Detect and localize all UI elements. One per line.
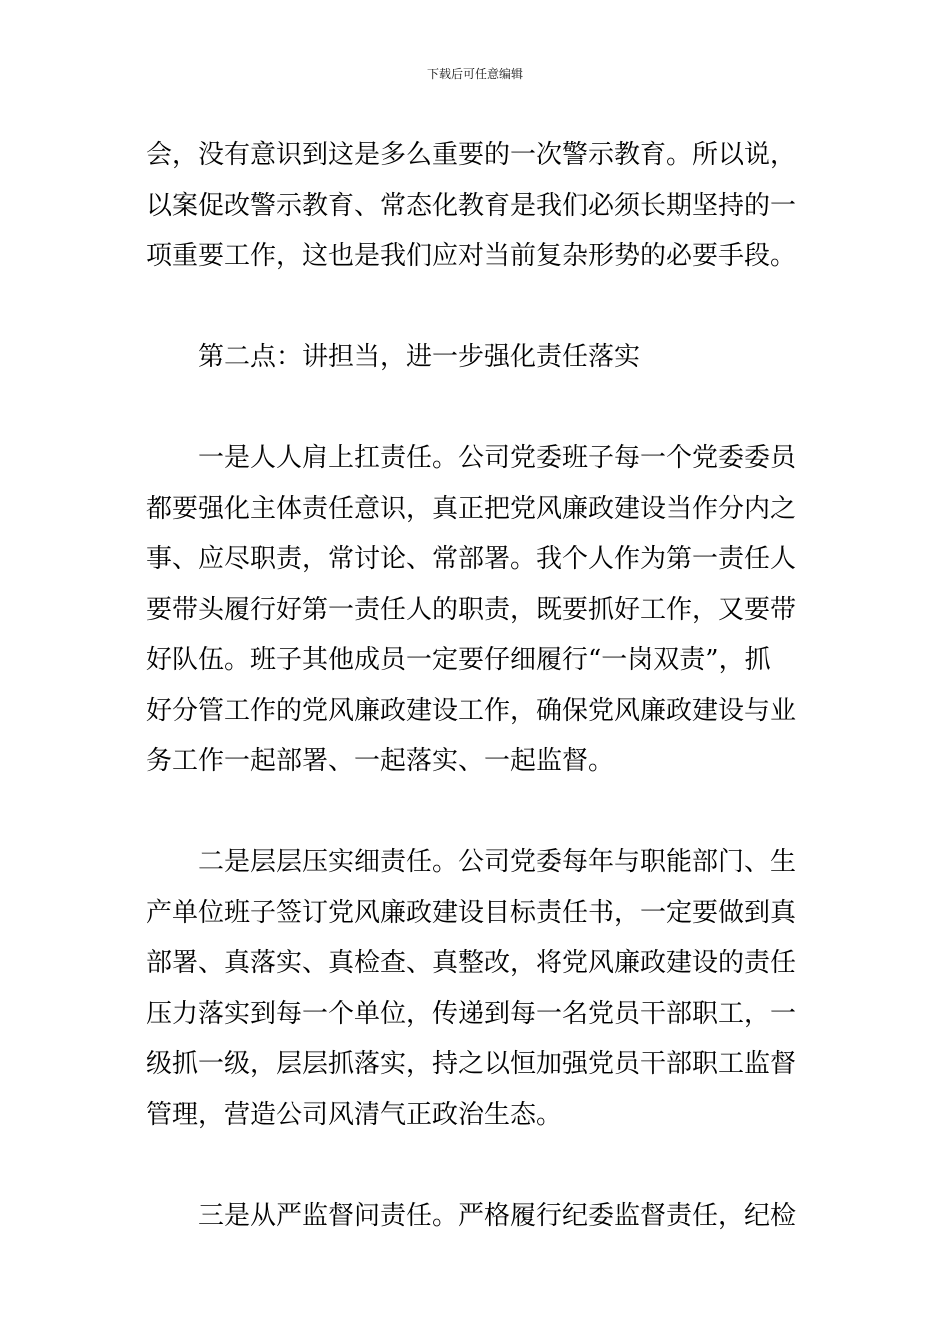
text-line: 好队伍。班子其他成员一定要仔细履行“一岗双责”，抓: [146, 645, 771, 675]
text-line: 二是层层压实细责任。公司党委每年与职能部门、生: [198, 847, 797, 877]
text-line: 三是从严监督问责任。严格履行纪委监督责任，纪检: [198, 1200, 797, 1231]
text-line: 都要强化主体责任意识，真正把党风廉政建设当作分内之: [146, 493, 797, 524]
text-line: 压力落实到每一个单位，传递到每一名党员干部职工，一: [146, 998, 797, 1029]
text-line: 项重要工作，这也是我们应对当前复杂形势的必要手段。: [146, 241, 797, 271]
paragraph-layered-responsibility: [146, 837, 814, 1140]
text-line: 会，没有意识到这是多么重要的一次警示教育。所以说，: [146, 140, 797, 170]
text-line: 管理，营造公司风清气正政治生态。: [146, 1099, 563, 1130]
paragraph-strict-supervision: [146, 1191, 814, 1242]
heading-line: 第二点：讲担当，进一步强化责任落实: [198, 342, 641, 372]
text-line: 部署、真落实、真检查、真整改，将党风廉政建设的责任: [146, 948, 797, 978]
paragraph-warning-education: [146, 130, 814, 282]
page-header: 下载后可任意编辑: [426, 67, 523, 81]
text-line: 一是人人肩上扛责任。公司党委班子每一个党委委员: [198, 443, 797, 473]
text-line: 级抓一级，层层抓落实，持之以恒加强党员干部职工监督: [146, 1049, 797, 1079]
text-line: 以案促改警示教育、常态化教育是我们必须长期坚持的一: [146, 190, 797, 221]
document-body: [146, 130, 814, 1241]
text-line: 要带头履行好第一责任人的职责，既要抓好工作，又要带: [146, 594, 797, 625]
text-line: 产单位班子签订党风廉政建设目标责任书，一定要做到真: [146, 897, 797, 928]
paragraph-responsibility-shoulders: [146, 433, 814, 787]
text-line: 好分管工作的党风廉政建设工作，确保党风廉政建设与业: [146, 695, 797, 726]
section-heading: [146, 332, 814, 383]
text-line: 务工作一起部署、一起落实、一起监督。: [146, 746, 615, 776]
text-line: 事、应尽职责，常讨论、常部署。我个人作为第一责任人: [146, 544, 797, 574]
